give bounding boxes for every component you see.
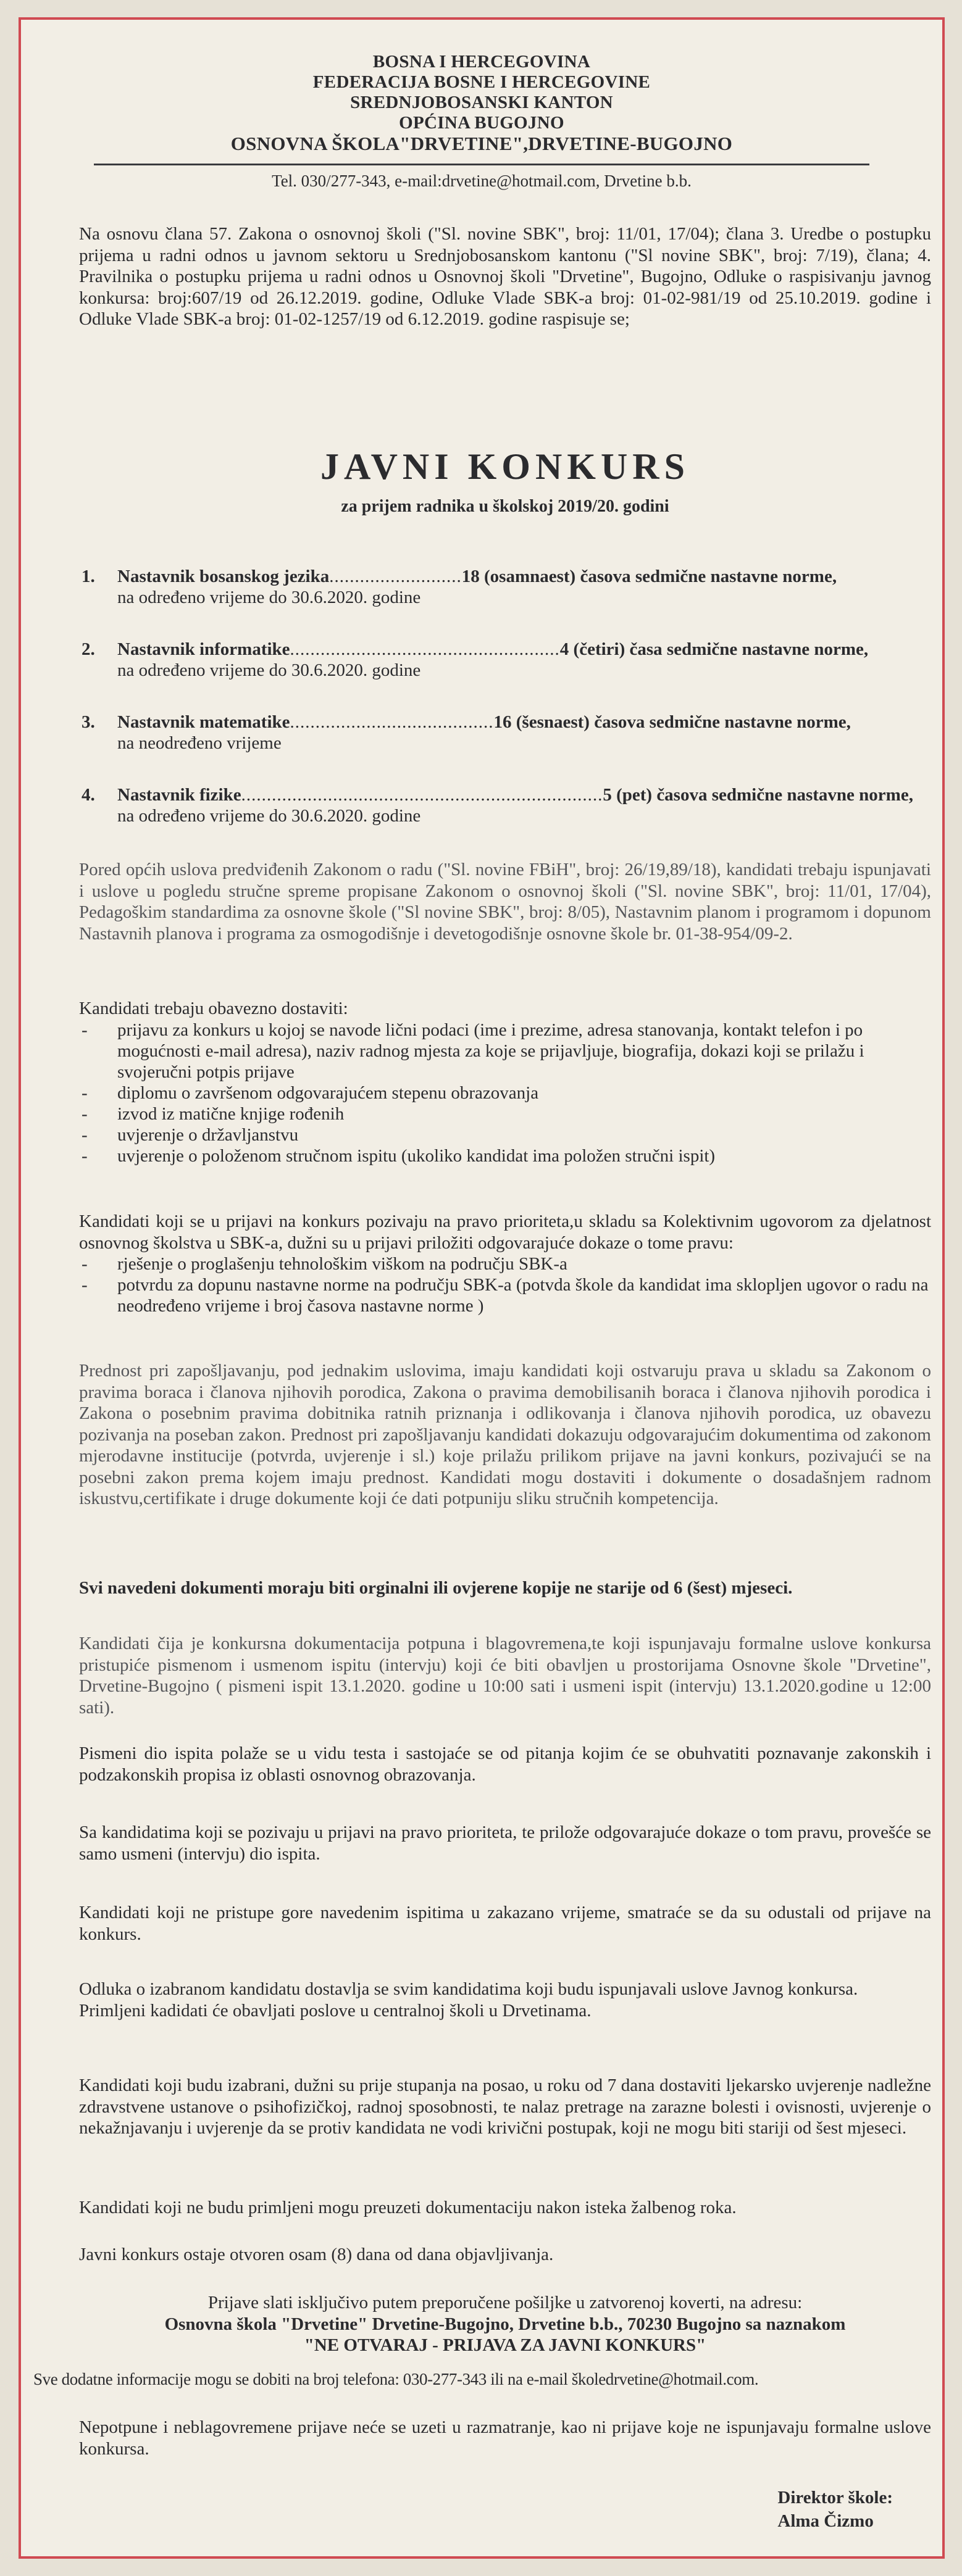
country-line: BOSNA I HERCEGOVINA	[372, 52, 591, 72]
title-block	[79, 446, 931, 517]
open-period-paragraph: Javni konkurs ostaje otvoren osam (8) dana od dana objavljivanja.	[79, 2245, 554, 2264]
intro-paragraph: Na osnovu člana 57. Zakona o osnovnoj školi ("Sl. novine SBK", broj: 11/01, 17/04); člana 3. Uredbe o postupku prijema u radni odnos u javnom sektoru u Srednjobosanskom kantonu ("Sl novine SBK", broj: 7/19), člana; 4. Pravilnika o postupku prijema u radni odnos u Osnovnoj školi "Drvetine", Bugojno, Odluke o raspisivanju javnog konkursa: broj:607/19 od 26.12.2019. godine, Odluke Vlade SBK-a broj: 01-02-981/19 od 25.10.2019. godine i Odluke Vlade SBK-a broj: 01-02-1257/19 od 6.12.2019. godine raspisuje se;	[79, 224, 931, 329]
written-exam-paragraph: Pismeni dio ispita polaže se u vidu testa i sastojaće se od pitanja kojim će se obuhvatiti poznavanje zakonskih i podzakonskih propisa iz oblasti osnovnog obrazovanja.	[79, 1743, 931, 1785]
list-item: - potvrdu za dopunu nastavne norme na području SBK-a (potvda škole da kandidat ima sklopljen ugovor o radu na neodređeno vrijeme i broj časova nastavne norme )	[79, 1274, 931, 1316]
letterhead	[21, 52, 942, 154]
required-documents	[79, 998, 931, 1166]
position-term: na određeno vrijeme do 30.6.2020. godine	[117, 806, 421, 826]
position-hours: 5 (pet) časova sedmične nastavne norme,	[603, 785, 913, 805]
school-address: Osnovna škola "Drvetine" Drvetine-Bugojno, Drvetine b.b., 70230 Bugojno sa naznakom	[164, 2314, 846, 2334]
mailing-address	[79, 2292, 931, 2356]
notice-subtitle: za prijem radnika u školskoj 2019/20. godini	[341, 497, 669, 516]
municipality-line: OPĆINA BUGOJNO	[399, 113, 564, 133]
positions-list: 1. Nastavnik bosanskog jezika..........................18 (osamnaest) časova sedmične nastavne norme, na određeno vrijeme do 30.6.2020. godine 2. Nastavnik informatike.....................................................4 (četiri) časa sedmične nastavne norme, na određeno vrijeme do 30.6.2020. godine 3. Nastavnik matematike........................................16 (šesnaest) časova sedmične nastavne norme, na neodređeno vrijeme 4. Nastavnik fizike.......................................................................5 (pet) časova sedmične nastavne norme, na određeno vrijeme do 30.6.2020. godine	[79, 566, 931, 850]
general-conditions: Pored općih uslova predviđenih Zakonom o radu ("Sl. novine FBiH", broj: 26/19,89/18), kandidati trebaju ispunjavati i uslove u pogledu stručne spreme propisane Zakonom o osnovnoj školi ("Sl. novine SBK", broj: 11/01, 17/04), Pedagoškim standardima za osnovne škole ("Sl novine SBK", broj: 8/05), Nastavnim planom i programom i dopunom Nastavnih planova i programa za osmogodišnje i devetogodišnje osnovne škole br. 01-38-954/09-2.	[79, 860, 931, 944]
notice-title: JAVNI KONKURS	[320, 446, 690, 487]
incomplete-applications-paragraph: Nepotpune i neblagovremene prijave neće se uzeti u razmatranje, kao ni prijave koje ne ispunjavaju formalne uslove konkursa.	[79, 2417, 931, 2459]
contact-line: Tel. 030/277-343, e-mail:drvetine@hotmail.com, Drvetine b.b.	[272, 172, 692, 190]
exam-paragraph: Kandidati čija je konkursna dokumentacija potpuna i blagovremena,te koji ispunjavaju formalne uslove konkursa pristupiće pismenom i usmenom ispitu (intervju) koji će biti obavljen u prostorijama Osnovne škole "Drvetine", Drvetine-Bugojno ( pismeni ispit 13.1.2020. godine u 10:00 sati i usmeni ispit (intervju) 13.1.2020.godine u 12:00 sati).	[79, 1634, 931, 1718]
position-hours: 4 (četiri) časa sedmične nastavne norme,	[559, 639, 869, 659]
contact-info-paragraph: Sve dodatne informacije mogu se dobiti na broj telefona: 030-277-343 ili na e-mail školedrvetine@hotmail.com.	[33, 2370, 759, 2388]
list-item: - rješenje o proglašenju tehnološkim viškom na području SBK-a	[79, 1253, 931, 1274]
header-divider	[94, 164, 869, 165]
newspaper-notice	[19, 17, 945, 2559]
list-item: - izvod iz matične knjige rođenih	[79, 1103, 931, 1124]
position-term: na određeno vrijeme do 30.6.2020. godine	[117, 588, 421, 607]
documents-list	[79, 1020, 931, 1166]
federation-line: FEDERACIJA BOSNE I HERCEGOVINE	[312, 72, 651, 92]
medical-paragraph: Kandidati koji budu izabrani, dužni su prije stupanja na posao, u roku od 7 dana dostaviti ljekarsko uvjerenje nadležne zdravstvene ustanove o psihofizičkoj, radnoj sposobnosti, te nalaz pretrage na zarazne bolesti i ovisnosti, uvjerenje o nekažnjavanju i uvjerenje da se protiv kandidata ne vodi krivični postupak, koji ne mogu biti stariji od šest mjeseci.	[79, 2075, 931, 2138]
priority-section: Kandidati koji se u prijavi na konkurs pozivaju na pravo prioriteta,u skladu sa Kolektivnim ugovorom za djelatnost osnovnog školstva u SBK-a, dužni su u prijavi priložiti odgovarajuće dokaze o tome pravu: - rješenje o proglašenju tehnološkim viškom na području SBK-a - potvrdu za dopunu nastavne norme na području SBK-a (potvda škole da kandidat ima sklopljen ugovor o radu na neodređeno vrijeme i broj časova nastavne norme )	[79, 1211, 931, 1316]
not-accepted-paragraph: Kandidati koji ne budu primljeni mogu preuzeti dokumentaciju nakon isteka žalbenog roka.	[79, 2198, 737, 2217]
originals-notice: Svi navedeni dokumenti moraju biti orginalni ili ovjerene kopije ne starije od 6 (šest) mjeseci.	[79, 1578, 793, 1598]
position-name: Nastavnik matematike	[117, 712, 290, 732]
list-item: - prijavu za konkurs u kojoj se navode lični podaci (ime i prezime, adresa stanovanja, kontakt telefon i po mogućnosti e-mail adresa), naziv radnog mjesta za koje se prijavljuje, biografija, dokazi koji se prilažu i svojeručni potpis prijave	[79, 1020, 931, 1082]
priority-list	[79, 1253, 931, 1316]
envelope-marking: "NE OTVARAJ - PRIJAVA ZA JAVNI KONKURS"	[304, 2335, 706, 2355]
documents-intro: Kandidati trebaju obavezno dostaviti:	[79, 999, 348, 1018]
employment-advantage: Prednost pri zapošljavanju, pod jednakim uslovima, imaju kandidati koji ostvaruju prava u skladu sa Zakonom o pravima boraca i članova njihovih porodica, Zakona o pravima demobilisanih boraca i članova njihovih porodica i Zakona o posebnim pravima dobitnika ratnih priznanja i odlikovanja i članova njihovih porodica, uz obavezu pozivanja na poseban zakon. Prednost pri zapošljavanju kandidati dokazuju odgovarajućim dokumentima od zakonom mjerodavne institucije (potvrda, uvjerenje i sl.) koje prilažu prilikom prijave na javni konkurs, pozivajući se na posebni zakon prema kojem imaju prednost. Kandidati mogu dostaviti i dokumente o dosadašnjem radnom iskustvu,certifikate i druge dokumente koji će dati potpuniju sliku stručnih kompetencija.	[79, 1361, 931, 1508]
list-item: - diplomu o završenom odgovarajućem stepenu obrazovanja	[79, 1082, 931, 1103]
director-name: Alma Čizmo	[777, 2511, 874, 2531]
position-hours: 18 (osamnaest) časova sedmične nastavne norme,	[461, 567, 837, 586]
work-place-line: Primljeni kadidati će obavljati poslove u centralnoj školi u Drvetinama.	[79, 2000, 592, 2021]
oral-only-paragraph: Sa kandidatima koji se pozivaju u prijavi na pravo prioriteta, te prilože odgovarajuće dokaze o tom pravu, provešće se samo usmeni (intervju) dio ispita.	[79, 1822, 931, 1864]
position-name: Nastavnik informatike	[117, 639, 290, 659]
position-name: Nastavnik bosanskog jezika	[117, 567, 330, 586]
school-name: OSNOVNA ŠKOLA"DRVETINE",DRVETINE-BUGOJNO	[230, 133, 733, 154]
signature-block	[777, 2486, 893, 2533]
mailing-instruction: Prijave slati isključivo putem preporučene pošiljke u zatvorenoj koverti, na adresu:	[207, 2293, 803, 2312]
position-term: na određeno vrijeme do 30.6.2020. godine	[117, 660, 421, 680]
canton-line: SREDNJOBOSANSKI KANTON	[350, 93, 613, 112]
decision-paragraph: Odluka o izabranom kandidatu dostavlja se svim kandidatima koji budu ispunjavali uslove Javnog konkursa. Primljeni kadidati će obavljati poslove u centralnoj školi u Drvetinama.	[79, 1979, 931, 2021]
list-item: - uvjerenje o državljanstvu	[79, 1124, 931, 1145]
position-name: Nastavnik fizike	[117, 785, 241, 805]
director-role: Direktor škole:	[777, 2488, 893, 2507]
position-term: na neodređeno vrijeme	[117, 733, 282, 753]
no-show-paragraph: Kandidati koji ne pristupe gore navedenim ispitima u zakazano vrijeme, smatraće se da su odustali od prijave na konkurs.	[79, 1903, 931, 1944]
list-item: - uvjerenje o položenom stručnom ispitu (ukoliko kandidat ima položen stručni ispit)	[79, 1145, 931, 1166]
position-hours: 16 (šesnaest) časova sedmične nastavne norme,	[493, 712, 851, 732]
